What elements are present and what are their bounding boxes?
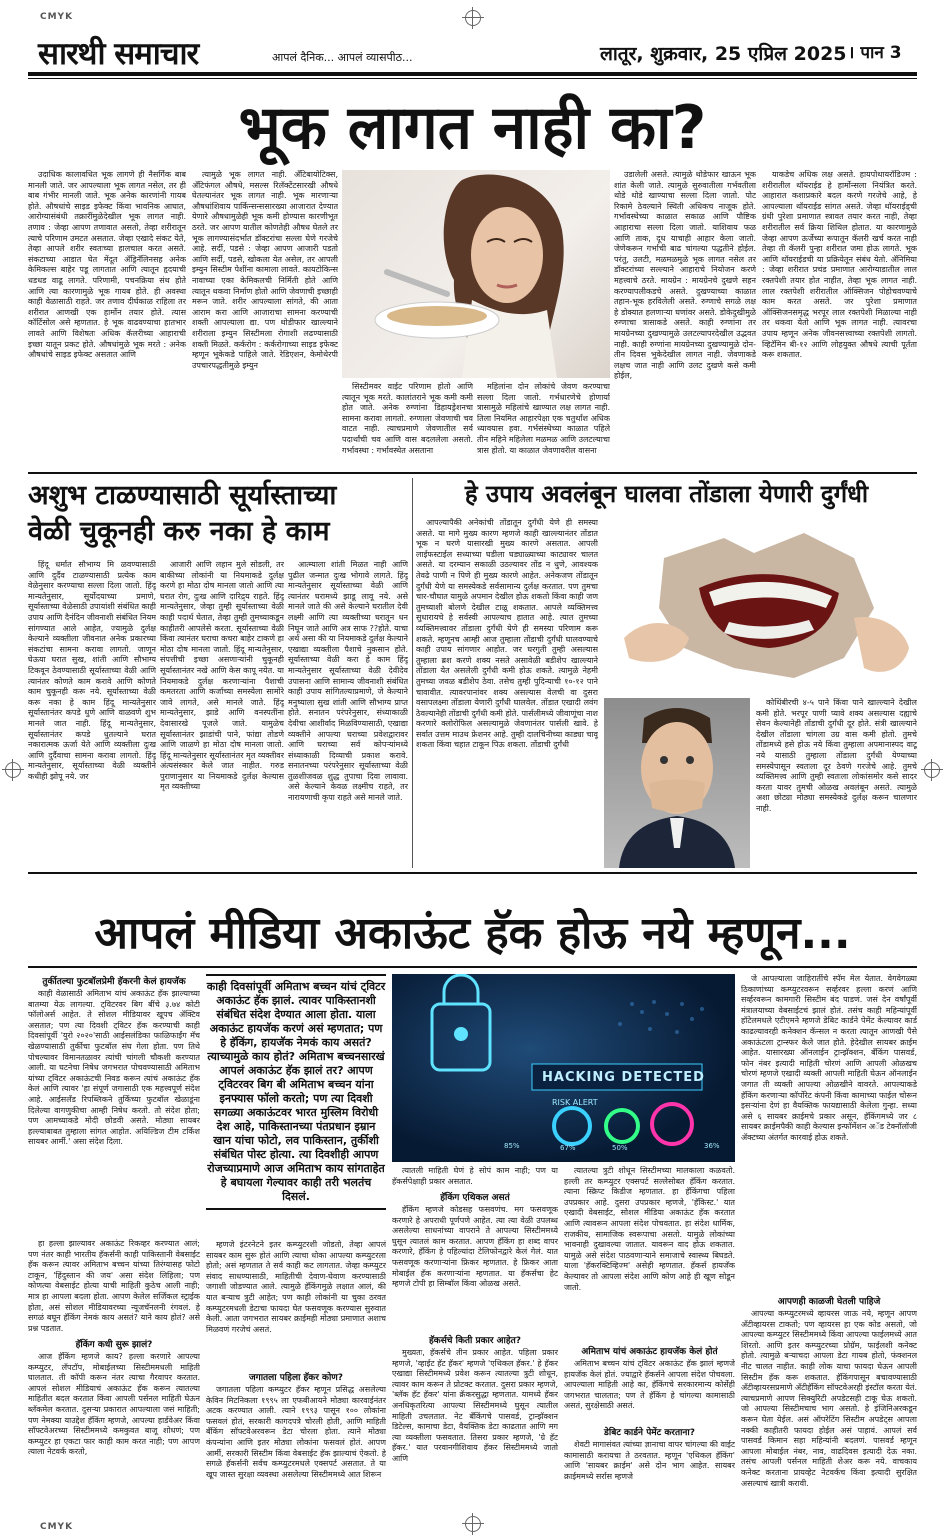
article4-col5b: आपल्या कम्प्युटरमध्ये व्हायरस जाऊ नये, म्हणून आपण ॲंटीव्हायरस टाकतो; पण व्हायरस हा एक कोड असतो, जो आपल्या कम्प्युटर सिस्टीममध्ये किंवा आपल्या फाईलमध्ये आत शिरतो. आणि इतर कम्प्युटरच्या प्रोग्रॅम, फाईलशी कनेक्ट होतो. त्यामुळे बऱ्याचदा आपला डेटा गायब होतो, फंक्शनल नीट चालत नाहीत. काही लोक याचा फायदा घेऊन आपली सिस्टीम हॅक करू शकतात. हॅकिंगपासून बचावण्यासाठी ॲंटीव्हायरसप्रमाणे ॲंटीहॅकिंग सॉफ्टवेअरही इंस्टॉल करता येतं. त्याचप्रमाणे आपण सिक्युरिटी अपडेटसही टाकू घेऊ शकतो. जो आपल्या सिस्टीमचाच भाग असतो. हे इंजिनिअरकडून करून घेता येईल. असं ऑपरेटिंग सिस्टीम अपडेट्स आपला नक्की काहीतरी फायदा होईल असं पाहावं. आपलं सर्व पासवर्ड किमान सहा महिन्यांनी बदलणं. पासवर्ड म्हणून आपला मोबाईल नंबर, नाव, वाढदिवस इत्यादी देऊ नका. तसंच आपली पर्सनल माहिती शेअर करू नये. वाचकाय कनेक्ट करताना प्रायव्हेट नेटवर्कच किंवा इत्यादी सुरक्षित असल्याचं खात्री करावी. [741,1309,917,1488]
article4-col5a: जे आपल्याला जाहिरातींचे स्पॅम मेल येतात. वेगवेगळ्या ठिकाणांच्या कम्प्युटरवरून सर्व्हरवर हल्ला करणं आणि सर्व्हरवरून कामगारी सिस्टीम बंद पाडणं. जसं देन वर्षांपूर्वी मंत्रालयाच्या वेबसाईटचं झालं होतं. तसंच काही महिन्यांपूर्वी हॉटेलमधले एटीएमने म्हणजे डेबिट कार्डने पेमेंट केल्यावर कार्ड काढल्यावरही कनेक्शन कॅन्सल न करता त्यातून आणखी पैसे अकाऊंटला ट्रान्स्फर केले जात होते. हेदेखील सायबर क्राईम आहेत. यासारख्या ऑनलाईन ट्रान्झॅक्शन, बँकिंग पासवर्ड, फोन नंबर इत्यादी माहिती चोरणं आणि आपली ओळखच चोरणं म्हणजे एखादी व्यक्ती आपली माहिती घेऊन ऑनलाईन जगात ती व्यक्ती आपल्या ओळखीने वावरते. आपल्याकडे हॅकिंग करणाऱ्या कॉर्पोरेट कंपनी किंवा कामाच्या फाईल चोरून इसऱ्यांना देणं हा वैयक्तिक फायद्यासाठी केलेला गुन्हा. सध्या असे ६ सायबर क्राईमचे प्रकार असून, हॅकिंगमध्ये जर ८ सायबर क्राईमपैकी काही केल्यास इन्फॉर्मेशन अॅड टेक्नॉलॉजी ॲक्टच्या अंतर्गत कारवाई होऊ शकते. [741,974,917,1142]
article1-col6: याकडेच अधिक लक्ष असते. हायपोथायरॉडिज्म : शरीरातील थॉयराईड हे हार्मोन्सला नियंत्रित करते. आहारात कशाप्रकारे बदल करणे गरजेचे आहे, हे आपल्याला थॉयराईड सांगत असते. जेव्हा थॉयराईड्ची ग्रंथी पुरेशा प्रमाणात स्त्रावत तयार करत नाही, तेव्हा शरीरातील सर्व क्रिया शिथिल होतात. या कारणामुळे जेव्हा आपण ऊर्जेच्या रूपातून कॅलरी खर्च करत नाही तेव्हा ती कॅलरी पुन्हा शरीरात जमा होऊ लागते. भूक आणि थॉयराईडची या प्रक्रियेतून संबंध येतो. ॲनिमिया : जेव्हा शरीरात प्रचंड प्रमाणात आरोग्याडातील लाल रक्तपेशी तयार होत नाहीत, तेव्हा भूक लागत नाही. लाल रक्तपेशी शरीरातील ऑक्सिजन पोहोचवण्याचे काम करत असते. जर पुरेशा प्रमाणात ऑक्सिजनसमृद्ध भरपूर लाल रक्तपेशी मिळाल्या नाही तर थकवा येतो आणि भूक लागत नाही. त्यावरचा उपाय म्हणून अनेक जीवनसत्त्वाच्या रक्तपेशी लागतो. व्हिटॅमिन बी-१२ आणि लोहयुक्त औषधे त्याची पूर्तता करू शकतात. [762,170,917,360]
article4-col1b: हा हल्ला झाल्यावर अकाऊंट रिकव्हर करण्यात आलं; पण नंतर काही भारतीय हॅकर्सनी काही पाकिस्तानी वेबसाईट हॅक करून त्यावर अमिताभ बच्चन यांच्या तिरंग्यासह फोटो टाकून, 'हिंदुस्तान की जय' असा संदेश लिहिला; पण कोणत्या वेबसाईट होत्या याची माहिती कुठेच आली नाही; मात्र हा आपला बदला होता. आपण केलेल सर्जिकल स्ट्राईक होता, असं सोशल मीडियावरच्या न्यूजचॅनलनी रंगवलं. हे सगळं बघून हॅकिंग नेमकं काय असतं? याने काय होतं? असे प्रश्न पडतात. [28,1239,200,1333]
registration-mark-top [465,10,481,26]
hacking-detected-label: HACKING DETECTED [542,1070,705,1085]
section-divider-1 [28,472,917,474]
registration-mark-right [924,762,940,778]
article4-subhead-3: जगातला पहिला हॅकर कोण? [248,1373,344,1383]
article4-column-2 [206,1240,386,1529]
print-mark-top: CMYK [40,12,74,22]
article4-subhead-6: अमिताभ यांचं अकाऊंट हायजॅक केलं होतं [581,1347,718,1357]
article-divider [412,478,413,868]
article4-headline-rule [28,966,917,968]
article1-col4: महिलांना दोन लोकांचे जेवण करण्याचा सल्ला दिला जातो. गर्भधारणेचे होणार्या त्रासामुळे महिलांचे खाण्यात लक्ष लागत नाही. तिला नियमित आहारपेक्षा एक चतुर्थांश अधिक ध्यावयास हवा. गर्भसंस्थेच्या काळात पहिले तीन महिने महिलेला मळमळ आणि उलटल्याचा त्रास होतो. या काळात जेवणावरील वासना [477,382,610,455]
article4-subhead-7: डेबिट कार्डने पेमेंट करताना? [604,1428,695,1438]
page-number: । पान 3 [848,43,902,63]
gauge-label-3: 50% [612,1144,628,1152]
article2-col3: आत्म्याला शांती मिळत नाही आणि पुढील जन्मात दुःख भोगावे लागते. हिंदू मान्यतेनुसार सूर्यास्ताच्या वेळी आणि त्यानंतर घरामध्ये झाडू लावू नये. असे मानले जाते की असे केल्याने घरातील देवी लक्ष्मी आणि त्या व्यक्तीच्या घरातून धन निघून जाते आणि अत्र साफ ??होते. याचा अर्थ असा की या नियमाकडे दुर्लक्ष केल्याने एखाद्या व्यक्तीला पैशाचे नुकसान होते. सूर्यास्ताच्या वेळी करा हे काम हिंदू मान्यतेनुसार सूर्यास्ताच्या वेळी देवीदेव उपासना आणि सामान्य जीवनाशी संबंधित काही उपाय सांगितल्याप्रमाणे, जे केल्याने मनुष्याला सुख शांती आणि सौभाग्य प्राप्त होते. सनातन परंपरेनुसार, संध्याकाळी देवीचा आशीर्वाद मिळविण्यासाठी, एखाद्या व्यक्तीने आपल्या घराच्या प्रवेशद्वारावर आणि घराच्या सर्व कोपऱ्यांमध्ये संध्याकाळी दिव्याची प्रकाश करावे. सनातनच्या परंपरेनुसार सूर्यास्ताच्या वेळी तुळशीजवळ शुद्ध तुपाचा दिवा लावावा. असे केल्याने केवळ लक्ष्मीच राहते, तर नारायणाची कृपा राहते असे मानले जाते. [288,560,408,803]
article4-photo-hacking [392,974,735,1162]
article1-col3: सिस्टीमवर वाईट परिणाम होतो आणि त्यातून भूक मरते. कालांतराने भूक कमी कमी होत जाते. अनेक रुग्णांना डिहायड्रेशनचा सामना करावा लागतो. रुग्णाला जेवणाची चव वाटत नाही. त्याचप्रमाणे जेवणातील सर्व पदार्थांची चव आणि वास बदललेला असतो. गर्भावस्था : गर्भावस्थेत असताना [342,382,473,455]
registration-mark-left [5,762,21,778]
article3-col2: कोथिंबीरची ४-५ पाने किंवा पाने खाल्ल्याने देखील कमी होते. भरपूर पाणी प्यावे शक्य असल्यास दह्याचे सेवन केल्यानेही तोंडाची दुर्गंधी दूर होते. संत्री खाल्ल्याने देखील तोंडाला चांगला उग्र वास कमी होतो. तुमचे तोंडामध्ये हसे होऊ नये किंवा तुम्हाला अपमानास्पद वाटू नये यासाठी तुम्हाला तोंडाला दुर्गंधी येण्याच्या समस्येपासून स्वतःला दूर ठेवणे गरजेचे आहे. तुमचे व्यक्तिमत्त्व आणि तुम्ही स्वतःला लोकांसमोर कसे सादर करता यावर तुमची ओळख अवलंबून असते. त्यामुळे अशा छोट्या मोठ्या समस्येकडे दुर्लक्ष करून चालणार नाही. [756,698,917,813]
article4-subhead-8: आपणही काळजी घेतली पाहिजे [777,1297,881,1307]
article4-callout: काही दिवसांपूर्वी अमिताभ बच्चन यांचं ट्विटर अकाऊंट हॅक झालं. त्यावर पाकिस्तानशी संबंधित संदेश देण्यात आला होता. याला अकाऊंट हायजॅक करणं असं म्हणतात; पण हे हॅकिंग, हायजॅक नेमकं काय असतं? त्याच्यामुळे काय होतं? अमिताभ बच्चनसारखं आपलं अकाऊंट हॅक झालं तर? आपण ट्विटरवर बिग बी अमिताभ बच्चन यांना इनफ्यास फॉलो करतो; पण त्या दिवशी सगळ्या अकाऊंटवर भारत मुस्लिम विरोधी देश आहे, पाकिस्तानच्या पंतप्रधान इम्रान खान यांचा फोटो, लव पाकिस्तान, तुर्कीशी संबंधित पोस्ट होत्या. त्या दिवशीही आपण रोजच्याप्रमाणे आज अमिताभ काय सांगताहेत हे बघायला गेल्यावर काही तरी भलतंच दिसलं. [206,974,386,1210]
article2-col2: आजारी आणि लहान मुले सोडली, तर बाकीच्या लोकांनी या नियमाकडे दुर्लक्ष करणे हा मोठा दोष मानला जातो आणि त्या घरात रोग, दुःख आणि दारिद्र्य राहते. हिंदू मान्यतेनुसार, जेव्हा तुम्ही सूर्यास्ताच्या वेळी काही पदार्थ घेतात, तेव्हा तुम्ही तुमच्याकडून काहीतरी आपलेसे करता. सूर्यास्ताच्या वेळी किंवा त्यानंतर घराचा कचरा बाहेर टाकणे हा मोठा दोष मानला जातो. हिंदू मान्यतेनुसार, संपत्तीची इच्छा असणाऱ्यांनी चुकूनही सूर्यास्तानंतर नखे आणि केस कापू नयेत. या नियमाकडे दुर्लक्ष करणाऱ्यांना पैशाची कमतरता आणि कर्जाच्या समस्येला सामोरे जावे लागते, असे मानले जाते. हिंदू मान्यतेनुसार, झाडे आणि वनस्पतींना देवासारखे पूजले जाते. यामुळेच सूर्यास्तानंतर झाडांची पाने, फांद्या तोडणे आणि जाळणे हा मोठा दोष मानला जातो. हिंदू मान्यतेनुसार सूर्यास्तानंतर मृत व्यक्तीवर अंत्यसंस्कार केले जात नाहीत. गरुड पुराणानुसार या नियमाकडे दुर्लक्ष केल्यास मृत व्यक्तीच्या [160,560,284,792]
article4-col1a: काही वेळासाठी अमिताभ यांचं अकाऊंट हॅक झाल्याच्या बातम्या येऊ लागल्या. ट्विटरवर बिग बींचे ३.७४ कोटी फॉलोअर्स आहेत. ते सोशल मीडियावर खूपच ॲक्टिव असतात; पण त्या दिवशी ट्विटर हॅक करण्याची काही दिवसांपूर्वी 'युरो २०२०'साठी आईसलंडिका फाळिफाईंग मॅच खेळण्यासाठी तुर्कीचा फुटबॉल संघ गेला होता. पण तिथे पोचल्यावर विमानतळावर त्यांची चांगली चौकशी करण्यात आली. या घटनेचा निषेध जगभरात पोचवण्यासाठी अमिताभ यांच्या ट्विटर अकाऊंटची निवड करून त्यांचं अकाऊंट हॅक केलं आणि त्यावर 'हा संपूर्ण जगासाठी एक महत्त्वपूर्ण संदेश आहे. आईसलँड रिपब्लिकने तुर्किच्या फुटबॉल खेळाडूंना दिलेल्या वागणुकीचा आम्ही निषेध करतो. तो संदेश होता; पण आमच्याकडे मोदी छोडवी असते. मोठ्या सायबर हल्ल्याबाबत तुम्हाला सांगत आहोत. अयिल्डिज टीम टर्किश सायबर आर्मी.' असा संदेश दिला. [28,989,200,1147]
article4-col4c: शेवटी मागासंवत त्यांच्या ज्ञानाचा वापर चांगल्या की वाईट कामासाठी करायचा ते ठरवतात. म्हणून 'एथिकल हॅकिंग' आणि 'सायबर क्राईम' असे दोन भाग आहेत. सायबर क्राईममध्ये सर्रास म्हणजे [564,1440,735,1481]
mouth-torn-paper-illustration [604,518,917,694]
gauge-label-1: 85% [504,1142,520,1150]
article4-headline: आपलं मीडिया अकाऊंट हॅक होऊ नये म्हणून... [94,908,851,959]
masthead-dateline: लातूर, शुक्रवार, 25 एप्रिल 2025 [600,43,847,65]
article4-col4a: त्यातल्या त्रुटी शोधून सिस्टीमच्या मालकाला कळवतो. हल्ली तर कम्प्युटर एक्सपर्ट सल्लेसोबत हॅकिंग करतात. त्याना स्क्रिप्ट किडीज म्हणतात. हा हॅकिंगचा पहिला उपप्रकार आहे. दुसरा उपप्रकार म्हणजे, 'हॅकिस्ट.' यात एखादी वेबसाईट, सोशल मीडिया अकाऊंट हॅक करतात आणि त्यावरून आपला संदेश पोचवतात. हा संदेश धार्मिक, राजकीय, सामाजिक स्वरूपाचा असतो. यामुळे लोकांच्या भावनाही दुखावल्या जातात. यावरून वाद होऊ शकतात. यामुळे असे संदेश पाठवणाऱ्याने समाजाचे स्वास्थ्य बिघडते. याला 'हॅकरक्टिव्हिज्म' असेही म्हणतात. हॅकर्स हायजॅक केल्यावर तो आपला संदेश आणि कोण आहे ही खूण सोडून जातो. [564,1166,735,1292]
masthead-tagline: आपलं दैनिक... आपलं व्यासपीठ... [272,51,413,64]
article3-photo-mouth [604,518,917,694]
article1-col5: उडालेली असते. त्यामुळे थोडेफार खाऊन भूक शांत केली जाते. त्यामुळे सुरुवातीला गर्भवतीला थोडे थोडे खाण्याचा सल्ला दिला जातो. पोट रिकामे ठेवल्याने स्थिती अधिकच नाजूक होते. गर्भावस्थेच्या काळात सकाळ आणि पौष्टिक आहाराचा सल्ला दिला जातो. याशिवाय फळ आणि ताक, दूध याचाही आहार केला जातो. जेणेकरून गर्भाची बाढ चांगल्या पद्धतीने होईल. परंतु, उलटी, मळमळमुळे भूक लागत नसेल तर डॉक्टरांच्या सल्ल्याने आहाराचे नियोजन करणे महत्त्वाचे ठरते. मायग्रेन : मायग्रेनचे दुखणे सहन करण्यापलीकडचे असते. दुखण्याच्या काळात तहान-भूक हरविलेली असते. रुग्णाचे सगळे लक्ष हे डोक्यात हलणाऱ्या घणांवर असते. डोकेदुखीमुळे रुग्णाचा त्रासाकडे असते. काही रुग्णांना तर मायग्रेनच्या दुखण्यामुळे उलटल्यापरदेखील उद्भवत नाही. काही रुग्णांना मायग्रेनच्या दुखण्यामुळे दोन-तीन दिवस भुकेदेखील लागत नाही. जेवणाकडे लक्षच जात नाही आणि उलट दुखणे कसे कमी होईल, [614,170,756,381]
woman-eating-illustration [342,170,610,378]
article4-subhead-1: तुर्कीतल्या फुटबॉलप्रेमी हॅकरनी केलं हायजॅक [42,977,186,987]
article4-column-1 [28,972,200,1482]
article1-photo [342,170,610,378]
article4-subhead-5: हॅकर्सचे किती प्रकार आहेत? [429,1336,521,1346]
masthead-rule-thin [28,78,917,79]
hacking-detected-illustration [392,974,735,1162]
article3-col1: आपल्यापैकी अनेकांची तोंडातून दुर्गंधी येणे ही समस्या असते. या मागे मुख्य कारण म्हणजे काही खाल्ल्यानंतर तोंडात भूक न घरणे यासारखी मुख्य कारणे असतात. आपली लाईफस्टाईल सध्याच्या घडीला घड्याळ्याच्या काट्यावर चालत असते. या दरम्यान सकाळी उठल्यावर तोंड न धुणे, आवश्यक तेवढे पाणी न पिणे ही मुख्य कारणे आहेत. अनेकजण तोंडातून दुर्गंधी येणे या समस्येकडे सर्वसामान्य दुर्लक्ष करतात. पण तुमचा चार-चौघात यामुळे अपमान देखील होऊ शकतो किंवा काही जण तुमच्याशी बोलणे देखील टाळू शकतात. आपले व्यक्तिमत्त्व सुधारायचे हे सर्वस्वी आपल्याच हातात आहे. त्यात तुमच्या व्यक्तिमत्त्वावर तोंडाला दुर्गंधी येणे ही समस्या परिणाम करू शकते. म्हणूनच आम्ही आज तुम्हाला तोंडाची दुर्गंधी घालवण्याचे काही उपाय सांगणार आहोत. जर घरगुती तुम्ही असल्यास तुम्हाला ब्रश करणे शक्य नसते असावेळी बडीशेप खाल्ल्याने तोंडाला येत असलेली दुर्गंधी कमी होऊ शकते. त्यामुळे नेहमी तुमच्या जवळ बडीशेप ठेवा. तसेच तुम्ही पुदिन्याची १०-१२ पाने चावावीत. त्यावरपानांवर शक्य असल्यास वेलची वा दुसरा वसापलक्ष्मा तोंडाला येणारी दुर्गंधी घालवेल. तोंडात एखादी लवंग ठेवल्यानेही तोंडाची दुर्गंधी कमी होते. पार्सलीमध्ये जीवाणूंचा नाश करणारे क्लोरोफिल असल्यामुळे जेवणानंतर पार्सली खावे. हे सर्वात उत्तम माउथ फ्रेशनर आहे. तुम्ही दालचिनीच्या काड्या चावू शकता किंवा चहात टाकून पिऊ शकता. तोंडाची दुर्गंधी [416,518,598,750]
article4-col1c: आज हॅकिंग म्हणजे काय? हल्ला करणारे आपल्या कम्प्युटर, लॅपटॉप, मोबाईलच्या सिस्टीममधली माहिती घालतात. ती कॉपी करून नंतर त्याचा गैरवापर करतात. आपलं सोशल मीडियाचं अकाऊंट हॅक करून त्यातल्या माहितीत बदल करतात किंवा आपली पर्सनल माहिती घेऊन ब्लॅकमेल करतात. दुसऱ्या प्रकारात आपल्याला जसं माहिती; पण नेमक्या याउद्देश हॅकिंग म्हणजे, आपल्या हार्डवेअर किंवा सॉफ्टवेअरच्या सिस्टीममध्ये कमकुवत बाजू शोधणं; पण कम्प्युटर हा एकटा फार काही काम करत नाही; पण आपण त्याला नेटवर्क करतो, [28,1352,200,1457]
masthead-rule [28,72,917,76]
article4-col3a: त्यातली माहिती घेणं हे सोपं काम नाही; पण या हॅकर्सपेक्षाही प्रकार असतात. [392,1166,558,1186]
article4-column-3 [392,1166,558,1498]
gauge-label-4: 36% [704,1142,720,1150]
gauge-label-2: 67% [560,1144,576,1152]
article4-column-5 [741,974,917,1505]
article2-headline-line1: अशुभ टाळण्यासाठी सूर्यास्ताच्या [28,480,337,511]
registration-mark-bottom [465,1516,481,1532]
article4-column-4 [564,1166,735,1494]
article4-col2b: म्हणजे इंटरनेटने इतर कम्प्युटरशी जोडतो, तेव्हा आपलं सायबर काम सुरू होतं आणि त्याचा धोका आपल्या कम्प्युटरला होतो; असं म्हणतात ते सर्व काही कट लागतात. जेव्हा कम्प्युटर संवाद साधण्यासाठी, माहितीची देवाण-घेवाण करण्यासाठी जगाशी जोडण्यात आले. त्यामुळे हॅकिंगमुळे लक्षात आलं, की यात बऱ्याच त्रुटी आहेत; पण काही लोकांनी या चुका ठरवत कम्प्युटरमधली डेटाचा फायदा घेत फसवणूक करण्यास सुरुवात केली. आता जगभरात सायबर क्राईमही मोठ्या प्रमाणात अशाच मिळवणं गरजेचं असतं. [206,1240,386,1334]
article3-headline: हे उपाय अवलंबून घालवा तोंडाला येणारी दुर्गंधी [464,480,869,508]
article2-headline-line2: वेळी चुकूनही करु नका हे काम [28,516,330,547]
article2-col1: हिंदू धर्मात सौभाग्य मि ळवण्यासाठी आणि दुर्दैव टाळण्यासाठी प्रत्येक काम वेळेनुसार करण्याचा सल्ला दिला जातो. हिंदू मान्यतेनुसार, सूर्योदयाच्या प्रमाणे, सूर्यास्ताच्या वेळेसाठी उपायांशी संबंधित काही उपाय आणि दैनंदिन जीवनाशी संबंधित नियम सांगण्यात आले आहेत, ज्यामुळे दुर्लक्ष केल्याने व्यक्तीला जीवनात अनेक प्रकारच्या संकटांचा सामना करावा लागतो. जाणून घेऊया घरात सुख, शांती आणि सौभाग्य टिकवून ठेवण्यासाठी सूर्यास्ताच्या वेळी आणि त्यानंतर कोणते काम करावे आणि कोणते काम चुकूनही करू नये. सूर्यास्ताच्या वेळी करू नका हे काम हिंदू मान्यतेनुसार सूर्यास्तानंतर कपडे धुणे आणि वाळवणे शुभ मानले जात नाही. हिंदू मान्यतेनुसार, सूर्यास्तानंतर कपडे धुतल्याने घरात नकारात्मक ऊर्जा येते आणि व्यक्तीला दुःख आणि दुर्दैवाचा सामना करावा लागतो. हिंदू मान्यतेनुसार, सूर्यास्ताच्या वेळी व्यक्तीने कधीही झोपू नये. जर [28,560,156,781]
article4-col2c: जगातला पहिला कम्प्युटर हॅकर म्हणून प्रसिद्ध असलेल्या केविन मिटनिकला १९९५ ला एफबीआयने मोठ्या कारवाईनंतर अटक करण्यात आली. त्याने १९९३ पासून १०० लोकांना फसवलं होतं, सरकारी कागदपत्रे चोरली होती, आणि माहिती बँकिंग सॉफ्टवेअरवरून डेटा चोरला होता. त्याने मोठ्या कंपन्यांना आणि इतर मोठ्या लोकांना फसवलं होतं. आपण आर्मी, सरकारी सिस्टीम किंवा वेबसाईट हॅक झाल्याचं ऐकतो. हे सगळे हॅकर्सनी सर्वच कम्प्युटरमधले एक्सपर्ट असतात. ते या खूप जास्त सुरक्षा व्यवस्था असलेल्या सिस्टीममध्ये आत शिरून [206,1385,386,1479]
article1-col2: त्यामुळे भूक लागत नाही. ॲंटिबायोटिक्स, ॲंटिफंगल औषधे, मसल्स रिलॅक्टेंटसारखी औषधे घेतल्यानंतर भूक लागत नाही. भूक मारणाऱ्या औषधांशिवाय पार्किन्सन्ससारख्या आजारात देण्यात येणारे औषधामुळेही भूक कमी होण्यास कारणीभूत ठरते. जर आपण यातील कोणतेही औषध घेतले तर भूक लागण्यासंदर्भात डॉक्टरांचा सल्ला घेणे गरजेचे आहे. सर्दी, पडसे : जेव्हा आपण आजारी पडतो आणि सर्दी, पडसे, खोकला येत असेल, तर आपली इम्युन सिस्टीम पेशींना कामाला लावते. कायटोकिन्स नावाच्या एका केमिकलची निर्मिती होते आणि त्यातून थकवा निर्माण होतो आणि जेवणाची इच्छाही मरून जाते. शरीर आपल्याला सांगते, की आता आराम करा आणि आजाराचा सामना करण्याची शक्ती आपल्याला द्या. पण थोडीफार खाल्ल्याने शरीराला इम्युन सिस्टीमला रोगाशी लढण्यासाठी शक्ती मिळते. कर्करोग : कर्करोगाच्या साइड इफेक्ट म्हणून भूकेकडे पाहिले जाते. रेडिएशन, केमोथेरपी उपचारपद्धतीमुळे इम्युन [192,170,338,370]
article4-subhead-2: हॅकिंग कधी सुरू झालं? [75,1340,153,1350]
man-covering-mouth-illustration [604,698,750,868]
article4-subhead-4: हॅकिंग एथिकल असतं [440,1193,510,1203]
article4-col3b: हॅकिंग म्हणजे कोडसह फसवणंच. मग फसवणूक करणारे हे अपराधी पूर्णपणे आहेत. त्या त्या वेळी उपलब्ध असलेल्या साधनांच्या वापराने ते आपल्या सिस्टीममध्ये घुसून त्यातलं काम करतात. आपण हॅकिंग हा शब्द वापर करणारे, हॅकिंग हे पहिल्यांदा टेलिफोनद्वारे केलं गेलं. यात फसवणूक करणाऱ्यांना फ्रिकर म्हणतात. हे फ्रिकर आता मोबाईल हॅक करणाऱ्यांना म्हणतात. या हॅकर्सचा हेट म्हणजे टोपी हा सिम्बॉल किंवा ओळख असते. [392,1205,558,1289]
article4-col3c: मुख्यतः, हॅकर्सचे तीन प्रकार आहेत. पहिला प्रकार म्हणजे, 'व्हाईट हॅट हॅकर' म्हणजे 'एथिकल हॅकर.' हे हॅकर एखाद्या सिस्टीममध्ये प्रवेश करून त्यातल्या त्रुटी शोधून, त्यावर काम करून ते प्रोटक्ट करतात. दुसरा प्रकार म्हणजे, 'ब्लॅक हॅट हॅकर' यांना क्रॅकरसुद्धा म्हणतात. यामध्ये हॅकर अनधिकृतरित्या आपल्या सिस्टीममध्ये घुसून त्यातील माहिती उचलतात. नेट बॅंकिंगचे पासवर्ड, ट्रान्झॅक्शन डिटेल्स, कामाचा डेटा, वैयक्तिक डेटा काढतात आणि मग त्या व्यक्तीला फसवतात. तिसरा प्रकार म्हणजे, 'ग्रे हॅट हॅकर.' यात परवानगीशिवाय हॅकर सिस्टीममध्ये जातो आणि [392,1348,558,1463]
risk-alert-label: RISK ALERT [552,1098,598,1107]
article1-headline: भूक लागत नाही का? [238,93,707,163]
article3-photo-man [604,698,750,868]
article4-col4b: अमिताभ बच्चन यांचं ट्विटर अकाऊंट हॅक झालं म्हणजे हायजॅक केलं होतं. ज्याद्वारे हॅकर्सने आपला संदेश पोचवला. आपल्याला माहिती आहे का, हॅकिंगचे सरकारमान्य कोर्सेही जगभरात चालतात; पण ते हॅकिंग हे चांगल्या कामासाठी असतं, सुरक्षेसाठी असतं. [564,1359,735,1411]
masthead-title: सारथी समाचार [38,36,199,72]
section-divider-2 [28,872,917,874]
print-mark-bottom: CMYK [40,1522,74,1532]
article1-col1: उदाधिक कालावधित भूक लागणे ही नैसर्गिक बाब मानली जाते. जर आपल्याला भूक लागत नसेल, तर ही बाब गंभीर मानली जाते. भूक अनेक कारणांनी गायब होते. औषधांचे साइड इफेक्ट किंवा भावनिक आघात, आरोग्यासंबंधी तक्रारींमुळेदेखील भूक लागत नाही. तणाव : जेव्हा आपण तणावात असतो, तेव्हा शरीरातून त्याचे परिणाम उमटत असतात. जेव्हा एखादे संकट येते, तेव्हा आपले शरीर स्वतःच्या हालचाल करत असते. संकटाच्या आडात घेत मेंदूत ॲड्रिनॅलिनसह अनेक केमिकल्स बाहेर पडू लागतात आणि त्यातून हृदयाची धडधड वाढू लागते. परिणामी, पचनक्रिया संथ होते आणि त्या कारणामुळे भूक गायब होते. ही अवस्था काही वेळासाठी राहते. जर तणाव दीर्घकाळ राहिला तर शरीरात आणखी एक हार्मोन तयार होते. त्यास कॉर्टिसोल असे म्हणतात. हे भूक वाढवण्याचा हातभार लावते आणि विशेषतः अधिक कॅलरीच्या आहाराची इच्छा यातून प्रकट होते. औषधांमुळे भूक मरते : अनेक औषधांचे साइड इफेक्ट असतात आणि [28,170,186,360]
